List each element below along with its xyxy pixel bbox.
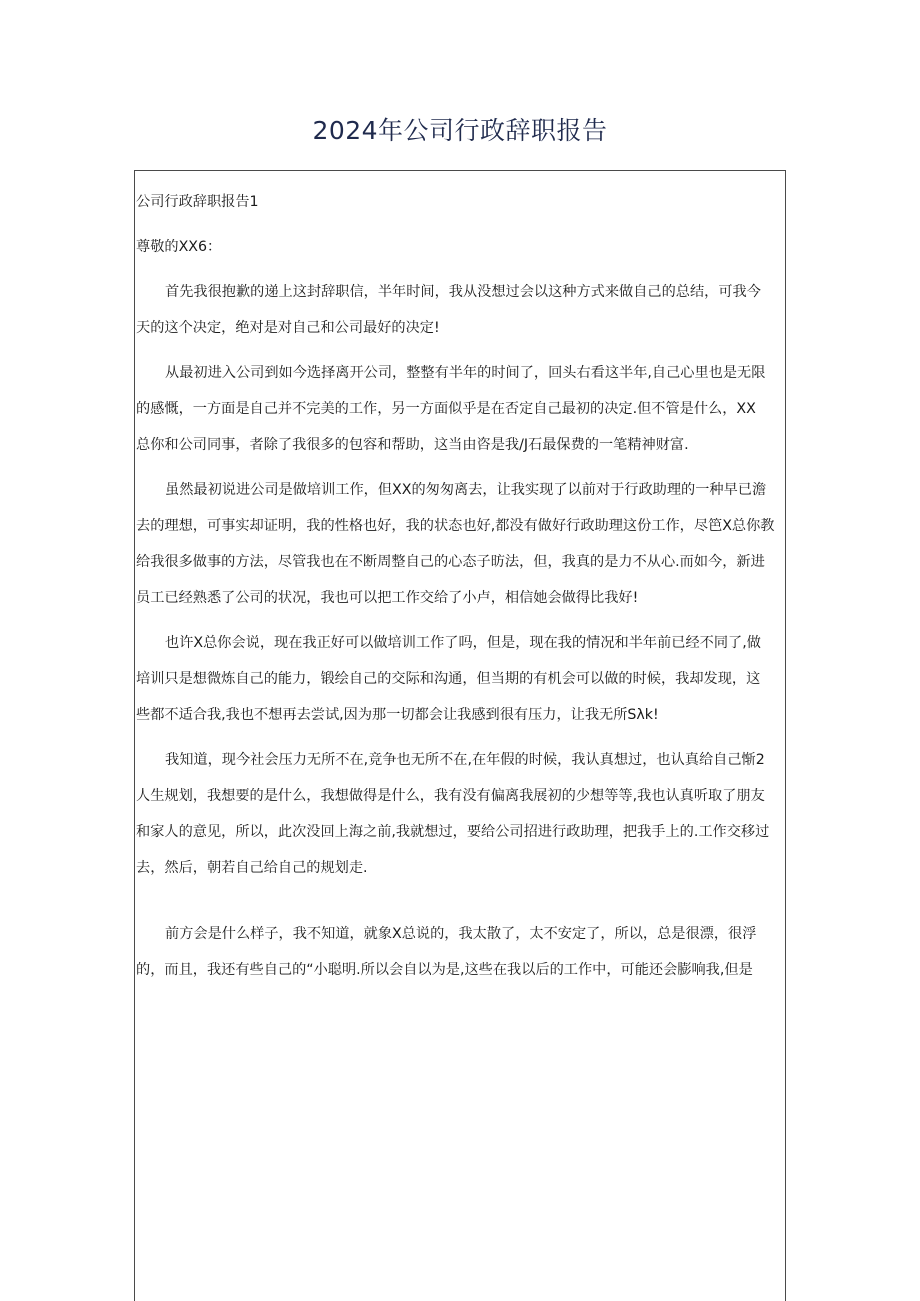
document-title: 2024年公司行政辞职报告	[312, 116, 608, 145]
paragraph	[136, 274, 780, 346]
paragraph-line: 的，而且，我还有些自己的“小聪明.所以会自以为是,这些在我以后的工作中，可能还会膨响我,但是	[136, 962, 753, 978]
paragraph-line: 去的理想，可事实却证明，我的性格也好，我的状态也好,都没有做好行政助理这份工作，尽笆X总你教	[136, 518, 775, 534]
document-body	[136, 184, 780, 988]
paragraph	[136, 916, 780, 988]
paragraph	[136, 625, 780, 733]
paragraph-line: 和家人的意见，所以，此次没回上海之前,我就想过，要给公司招进行政助理，把我手上的.工作交移过	[136, 824, 770, 840]
paragraph-line: 的感慨，一方面是自己并不完美的工作，另一方面似乎是在否定自己最初的决定.但不管是什么，XX	[136, 401, 756, 417]
paragraph-line: 些都不适合我,我也不想再去尝试,因为那一切都会让我感到很有压力，让我无所Sλk!	[136, 707, 659, 723]
spacer	[136, 265, 780, 274]
paragraph	[136, 742, 780, 886]
paragraph-line: 前方会是什么样子，我不知道，就象X总说的，我太散了，太不安定了，所以，总是很漂，很浮	[165, 926, 757, 942]
spacer	[136, 463, 780, 472]
spacer	[136, 886, 780, 916]
salutation: 尊敬的XX6：	[136, 239, 222, 255]
spacer	[136, 220, 780, 229]
spacer	[136, 733, 780, 742]
spacer	[136, 346, 780, 355]
paragraph-line: 给我很多做事的方法，尽管我也在不断周整自己的心态子昉法，但，我真的是力不从心.而如今，新进	[136, 554, 765, 570]
paragraph-line: 培训只是想微炼自己的能力，锻绘自己的交际和沟通，但当期的有机会可以做的时候，我却发现，这	[136, 671, 761, 687]
paragraph-line: 去，然后，朝若自己给自己的规划走.	[136, 860, 368, 876]
paragraph-line: 天的这个决定，绝对是对自己和公司最好的决定!	[136, 320, 440, 336]
paragraph-line: 人生规划，我想要的是什么，我想做得是什么，我有没有偏离我展初的少想等等,我也认真听取了朋友	[136, 788, 765, 804]
paragraph	[136, 355, 780, 463]
paragraph	[136, 472, 780, 616]
paragraph-line: 总你和公司同事，者除了我很多的包容和帮助，这当由咨是我/J石最保费的一笔精神财富.	[136, 437, 689, 453]
paragraph-line: 首先我很抱歉的递上这封辞职信，半年时间，我从没想过会以这种方式来做自己的总结，可我今	[165, 284, 761, 300]
paragraph-line: 也许X总你会说，现在我正好可以做培训工作了吗，但是，现在我的情况和半年前已经不同了,做	[165, 635, 761, 651]
paragraph-line: 虽然最初说进公司是做培训工作，但XX的匆匆离去，让我实现了以前对于行政助理的一种早已澹	[165, 482, 767, 498]
paragraph-line: 从最初进入公司到如今选择离开公司，整整有半年的时间了，回头右看这半年,自己心里也是无限	[165, 365, 766, 381]
section-heading: 公司行政辞职报告1	[136, 194, 259, 210]
spacer	[136, 616, 780, 625]
paragraph-line: 员工已经熟悉了公司的状况，我也可以把工作交给了小卢，相信她会做得比我好!	[136, 590, 639, 606]
paragraph-line: 我知道，现今社会压力无所不在,竞争也无所不在,在年假的时候，我认真想过，也认真给自己惭2	[165, 752, 765, 768]
